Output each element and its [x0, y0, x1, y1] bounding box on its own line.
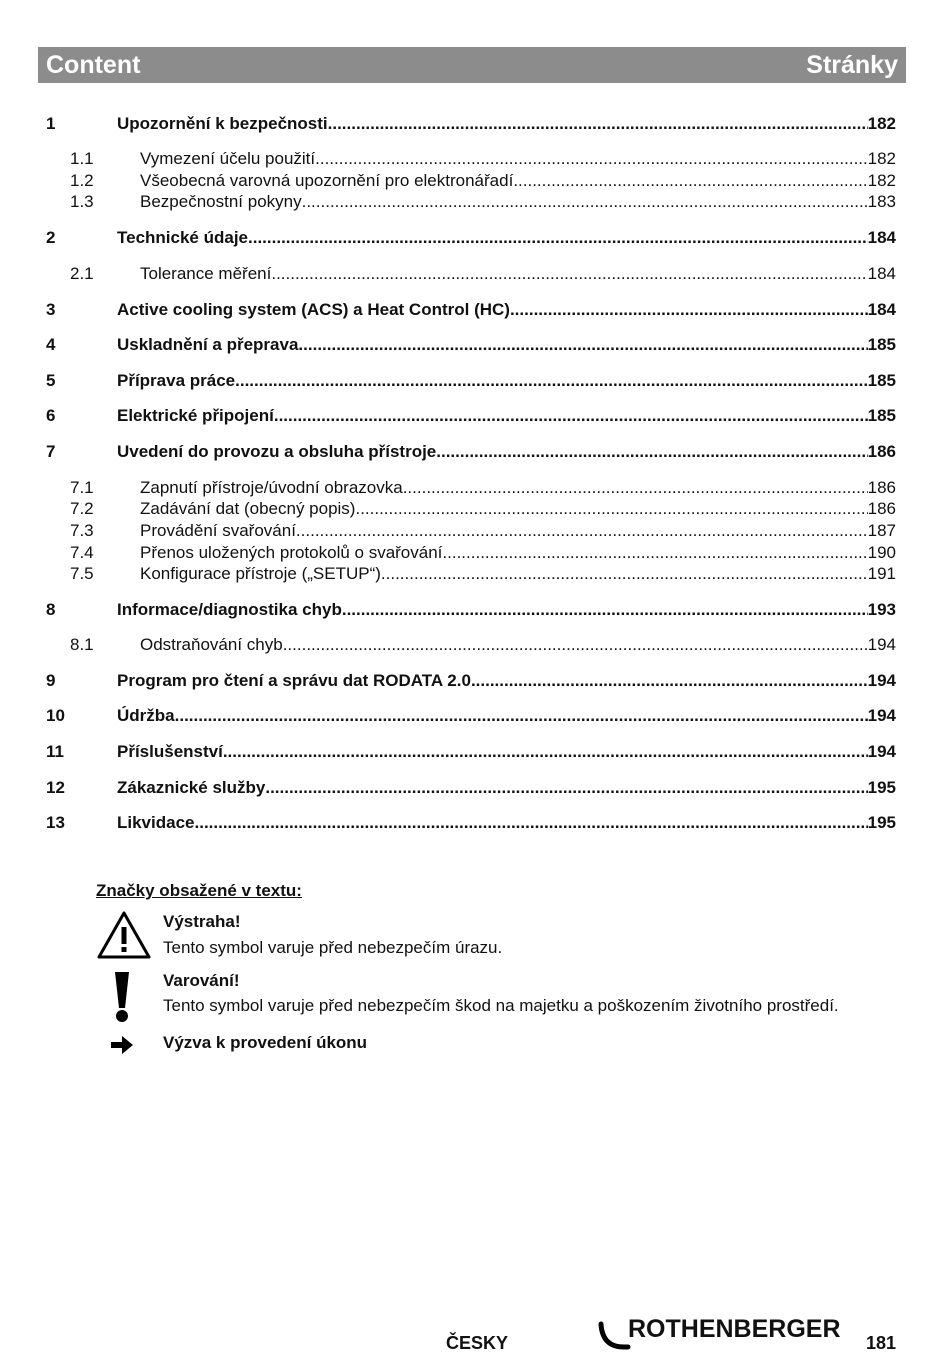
toc-entry-number: 9 [46, 671, 56, 690]
toc-entry-page: 182 [867, 171, 896, 190]
caution-text: Tento symbol varuje před nebezpečím škod na majetku a poškozením životního prostředí. [163, 996, 839, 1015]
toc-entry[interactable] [46, 706, 896, 726]
toc-entry-title: Příprava práce [117, 371, 236, 390]
toc-entry-title: Přenos uložených protokolů o svařování [140, 543, 443, 562]
toc-entry-number: 7.3 [70, 521, 94, 540]
toc-entry-page: 195 [867, 778, 896, 797]
toc-entry-page: 183 [867, 192, 896, 211]
toc-leader-dots [235, 371, 867, 391]
toc-entry[interactable] [46, 264, 896, 284]
toc-entry[interactable] [46, 635, 896, 655]
caution-title: Varování! [163, 971, 240, 990]
toc-entry-title: Uvedení do provozu a obsluha přístroje [117, 442, 437, 461]
toc-entry-title: Active cooling system (ACS) a Heat Control (HC) [117, 300, 510, 319]
toc-entry-page: 184 [867, 264, 896, 283]
footer-language: ČESKY [446, 1333, 509, 1353]
toc-leader-dots [298, 335, 867, 355]
toc-entry[interactable] [46, 813, 896, 833]
toc-entry[interactable] [46, 499, 896, 519]
toc-entry-title: Zadávání dat (obecný popis) [140, 499, 356, 518]
toc-leader-dots [442, 543, 867, 563]
toc-entry-page: 186 [867, 499, 896, 518]
toc-entry[interactable] [46, 335, 896, 355]
toc-entry-page: 185 [867, 371, 896, 390]
toc-leader-dots [403, 478, 868, 498]
toc-entry-number: 3 [46, 300, 56, 319]
toc-entry-number: 4 [46, 335, 56, 354]
toc-entry[interactable] [46, 114, 896, 134]
toc-entry-page: 187 [867, 521, 896, 540]
toc-entry-number: 7.1 [70, 478, 94, 497]
toc-leader-dots [265, 778, 867, 798]
warning-triangle-icon [96, 910, 152, 960]
toc-entry-title: Informace/diagnostika chyb [117, 600, 342, 619]
toc-leader-dots [381, 564, 868, 584]
brand-logo-text: ROTHENBERGER [628, 1315, 841, 1343]
toc-entry-number: 1 [46, 114, 56, 133]
toc-entry-number: 8 [46, 600, 56, 619]
toc-entry-number: 1.1 [70, 149, 94, 168]
toc-entry-page: 186 [867, 478, 896, 497]
toc-entry[interactable] [46, 149, 896, 169]
toc-entry[interactable] [46, 300, 896, 320]
toc-entry-number: 1.3 [70, 192, 94, 211]
toc-entry-number: 7 [46, 442, 56, 461]
toc-leader-dots [436, 442, 867, 462]
toc-entry-number: 7.2 [70, 499, 94, 518]
toc-entry[interactable] [46, 406, 896, 426]
toc-entry[interactable] [46, 442, 896, 462]
toc-entry-page: 182 [867, 149, 896, 168]
toc-leader-dots [328, 114, 868, 134]
toc-entry-page: 193 [867, 600, 896, 619]
toc-entry-page: 194 [867, 742, 896, 761]
toc-leader-dots [315, 149, 867, 169]
toc-entry[interactable] [46, 371, 896, 391]
toc-entry[interactable] [46, 742, 896, 762]
toc-entry-title: Tolerance měření [140, 264, 272, 283]
toc-entry-page: 185 [867, 335, 896, 354]
toc-entry[interactable] [46, 192, 896, 212]
toc-entry-title: Bezpečnostní pokyny [140, 192, 302, 211]
toc-entry-page: 184 [867, 300, 896, 319]
toc-entry-number: 7.5 [70, 564, 94, 583]
toc-leader-dots [195, 813, 868, 833]
toc-leader-dots [223, 742, 868, 762]
toc-leader-dots [513, 171, 867, 191]
toc-entry-title: Odstraňování chyb [140, 635, 283, 654]
toc-entry-page: 194 [867, 706, 896, 725]
header-title: Content [46, 50, 141, 79]
toc-entry-title: Všeobecná varovná upozornění pro elektronářadí [140, 171, 514, 190]
toc-entry-number: 11 [46, 742, 64, 761]
toc-entry-title: Likvidace [117, 813, 195, 832]
toc-entry[interactable] [46, 478, 896, 498]
toc-entry[interactable] [46, 564, 896, 584]
toc-entry-number: 6 [46, 406, 56, 425]
toc-leader-dots [274, 406, 868, 426]
header-pages-label: Stránky [806, 50, 898, 79]
warning-title: Výstraha! [163, 912, 241, 931]
toc-leader-dots [510, 300, 868, 320]
toc-entry-title: Zapnutí přístroje/úvodní obrazovka [140, 478, 403, 497]
toc-leader-dots [271, 264, 867, 284]
toc-entry[interactable] [46, 778, 896, 798]
toc-leader-dots [296, 521, 868, 541]
toc-entry-page: 194 [867, 635, 896, 654]
toc-leader-dots [175, 706, 868, 726]
toc-entry[interactable] [46, 171, 896, 191]
toc-leader-dots [342, 600, 868, 620]
toc-entry-page: 191 [867, 564, 896, 583]
toc-entry-title: Konfigurace přístroje („SETUP“) [140, 564, 381, 583]
toc-entry-title: Technické údaje [117, 228, 249, 247]
toc-entry-page: 194 [867, 671, 896, 690]
toc-entry-title: Příslušenství [117, 742, 223, 761]
toc-entry-title: Zákaznické služby [117, 778, 266, 797]
toc-entry-page: 182 [867, 114, 896, 133]
action-text: Výzva k provedení úkonu [163, 1033, 368, 1052]
toc-entry-title: Údržba [117, 706, 175, 725]
toc-entry-title: Vymezení účelu použití [140, 149, 316, 168]
toc-entry-number: 8.1 [70, 635, 94, 654]
toc-entry[interactable] [46, 600, 896, 620]
toc-leader-dots [283, 635, 868, 655]
toc-entry-title: Upozornění k bezpečnosti [117, 114, 328, 133]
toc-entry-number: 12 [46, 778, 65, 797]
toc-entry-number: 5 [46, 371, 56, 390]
legend-title: Značky obsažené v textu: [96, 881, 302, 900]
toc-entry-page: 185 [867, 406, 896, 425]
toc-entry-page: 184 [867, 228, 896, 247]
toc-entry-title: Uskladnění a přeprava [117, 335, 299, 354]
toc-entry-page: 195 [867, 813, 896, 832]
toc-entry-title: Provádění svařování [140, 521, 296, 540]
toc-entry-number: 7.4 [70, 543, 94, 562]
toc-entry-page: 186 [867, 442, 896, 461]
toc-entry-number: 10 [46, 706, 65, 725]
toc-entry[interactable] [46, 671, 896, 691]
toc-entry-number: 1.2 [70, 171, 94, 190]
toc-entry[interactable] [46, 521, 896, 541]
toc-leader-dots [355, 499, 867, 519]
toc-entry-number: 13 [46, 813, 65, 832]
toc-entry-page: 190 [867, 543, 896, 562]
toc-entry[interactable] [46, 543, 896, 563]
toc-leader-dots [302, 192, 868, 212]
toc-leader-dots [471, 671, 868, 691]
exclamation-icon [110, 970, 134, 1024]
warning-text: Tento symbol varuje před nebezpečím úrazu. [163, 938, 503, 957]
toc-entry-number: 2 [46, 228, 56, 247]
toc-header-bar [38, 47, 906, 83]
toc-entry-title: Program pro čtení a správu dat RODATA 2.0 [117, 671, 471, 690]
toc-entry-number: 2.1 [70, 264, 94, 283]
page-number: 181 [866, 1333, 897, 1353]
toc-leader-dots [248, 228, 868, 248]
toc-entry-title: Elektrické připojení [117, 406, 274, 425]
arrow-right-icon [110, 1034, 134, 1056]
toc-entry[interactable] [46, 228, 896, 248]
